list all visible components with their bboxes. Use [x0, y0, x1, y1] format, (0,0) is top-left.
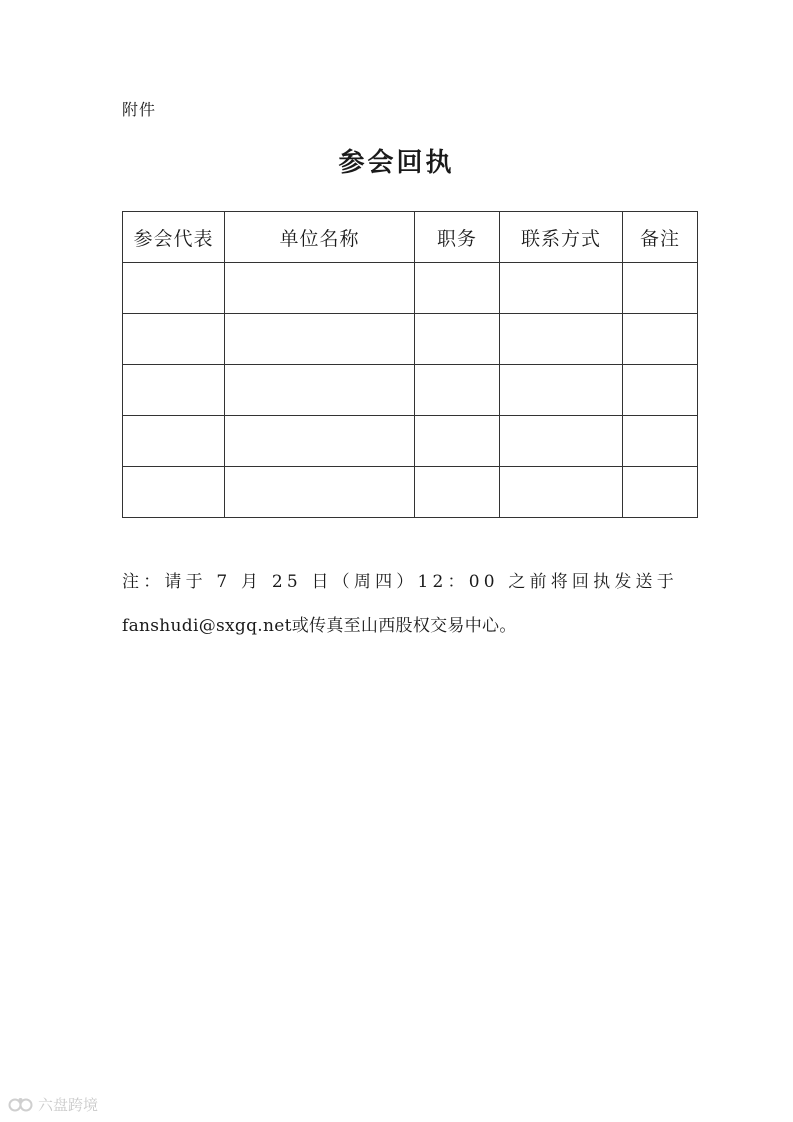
table-cell[interactable] [623, 263, 698, 314]
table-cell[interactable] [500, 365, 623, 416]
table-row [123, 365, 698, 416]
table-cell[interactable] [500, 416, 623, 467]
header-contact: 联系方式 [500, 212, 623, 263]
table-cell[interactable] [225, 467, 415, 518]
table-cell[interactable] [123, 467, 225, 518]
table-cell[interactable] [415, 314, 500, 365]
table-cell[interactable] [500, 314, 623, 365]
header-remarks: 备注 [623, 212, 698, 263]
table-cell[interactable] [123, 314, 225, 365]
receipt-table [122, 211, 698, 518]
page-title: 参会回执 [338, 148, 455, 178]
table-cell[interactable] [623, 416, 698, 467]
watermark-logo-icon [8, 1096, 34, 1114]
attachment-label: 附件 [122, 100, 157, 119]
table-row [123, 263, 698, 314]
table-cell[interactable] [225, 365, 415, 416]
table-header-row [123, 212, 698, 263]
table-row [123, 416, 698, 467]
table-cell[interactable] [623, 314, 698, 365]
table-row [123, 467, 698, 518]
table-cell[interactable] [500, 263, 623, 314]
table-cell[interactable] [415, 416, 500, 467]
table-cell[interactable] [500, 467, 623, 518]
table-row [123, 314, 698, 365]
watermark-text: 六盘跨境 [38, 1096, 99, 1114]
table-cell[interactable] [123, 416, 225, 467]
note-line-1: 注：请于 7 月 25 日（周四）12：00 之前将回执发送于 [122, 572, 678, 592]
table-cell[interactable] [623, 365, 698, 416]
table-cell[interactable] [123, 263, 225, 314]
table-cell[interactable] [123, 365, 225, 416]
header-representative: 参会代表 [123, 212, 225, 263]
table-cell[interactable] [415, 467, 500, 518]
watermark [8, 1094, 98, 1115]
header-position: 职务 [415, 212, 500, 263]
table-cell[interactable] [225, 314, 415, 365]
table-cell[interactable] [225, 263, 415, 314]
table-cell[interactable] [415, 365, 500, 416]
note-line-2: fanshudi@sxgq.net或传真至山西股权交易中心。 [122, 616, 517, 636]
table-cell[interactable] [225, 416, 415, 467]
table-cell[interactable] [623, 467, 698, 518]
header-organization: 单位名称 [225, 212, 415, 263]
table-cell[interactable] [415, 263, 500, 314]
